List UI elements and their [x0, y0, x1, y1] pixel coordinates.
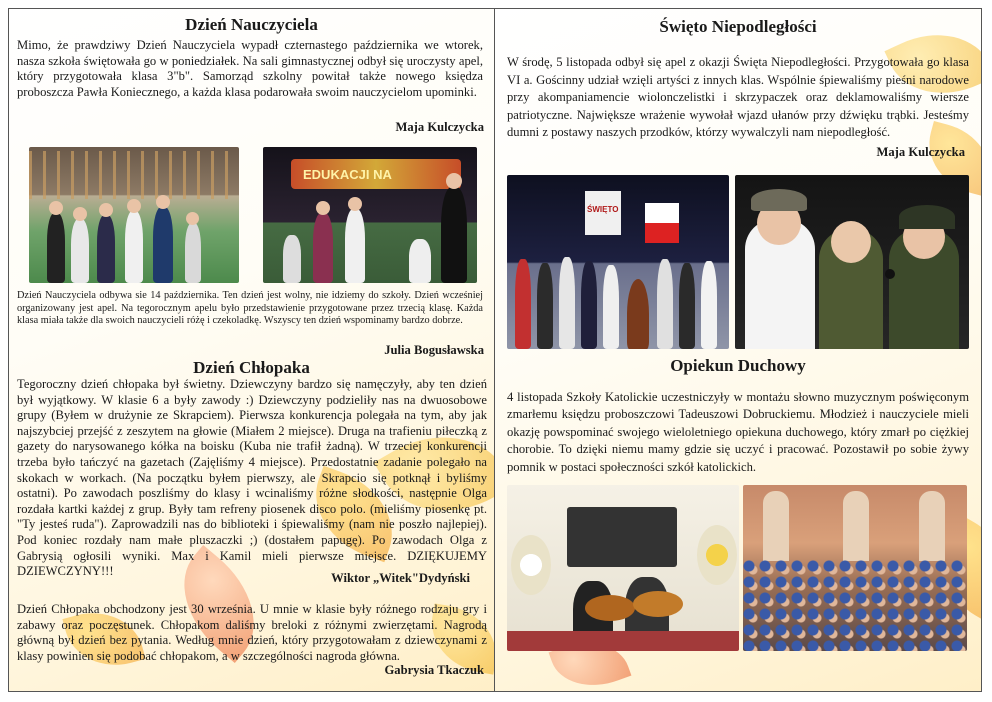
teacher-day-author: Maja Kulczycka: [395, 120, 484, 134]
teacher-day-photo-stage: [263, 147, 477, 283]
church-window: [919, 491, 945, 561]
stage-sign-text: ŚWIĘTO: [587, 205, 619, 214]
priest-figure: [441, 187, 467, 283]
boy-day-text-2: Dzień Chłopaka obchodzony jest 30 września. U mnie w klasie były różnego rodzaju gry i zabawy oraz poczęstunek. Chłopakom daliśmy breloki z różnymi zwierzętami. Nagrodą główną był dzień bez pytania. Według mnie dzień, który przygotowałam z dziewczynami z klasy powinien się podobać chłopakom, a w szczególności nagroda główna.: [17, 602, 487, 663]
boy-day-author-2: Gabrysia Tkaczuk: [384, 663, 484, 677]
stage-banner-text: EDUKACJI NA: [303, 167, 392, 182]
national-flag: [645, 203, 679, 243]
independence-photo-singers: [735, 175, 969, 349]
cello: [627, 279, 649, 349]
guitar-icon: [585, 595, 635, 621]
carpet: [507, 631, 739, 651]
independence-text: W środę, 5 listopada odbył się apel z okazji Święta Niepodległości. Przygotowała go klasa VI a. Gościnny udział wzięli artyści z innych klas. Wspólnie śpiewaliśmy pieśni narodowe przy akompaniamencie wiolonczelistki i skrzypaczek oraz deklamowaliśmy wiersze patriotyczne. Największe wrażenie wywołał wjazd ułanów przy dźwięku trąbki. Jesteśmy dumni z postawy naszych przodków, którzy wywalczyli nam niepodległość.: [507, 55, 969, 140]
boy-day-title: Dzień Chłopaka: [193, 358, 310, 377]
church-window: [763, 491, 789, 561]
audience-crowd: [743, 560, 967, 651]
boy-day-author: Wiktor „Witek"Dydyński: [331, 571, 470, 585]
microphone-icon: [885, 269, 895, 279]
boy-day-text: Tegoroczny dzień chłopaka był świetny. Dziewczyny bardzo się namęczyły, aby ten dzień był wyjątkowy. W klasie 6 a były zawody :) Dziewczyny podzieliły nas na dwuosobowe grupy (Byłem w drużynie ze Skrapciem). Pierwsza konkurencja polegała na tym, aby jak najszybciej przejść z zeszytem na głowie (Miałem 2 miejsce). Druga na trafieniu piłeczką z gazety do narysowanego kółka na boisku (Kuba nie trafił żadną). W trzeciej konkurencji trzeba było tańczyć na gazetach (Zajęliśmy 4 miejsce). Przedostatnie zadanie polegało na skokach w workach. (Na początku byłem pierwszy, ale Skrapcio się potknął i byliśmy ostatni). Po zawodach poszliśmy do klasy i wcinaliśmy różne słodkości, następnie Olga rozdała kartki każdej z grup. Były tam refreny piosenek disco polo. (mieliśmy piosenkę pt. "Ty jesteś ruda"). Zaprowadzili nas do biblioteki i śpiewaliśmy (nam nie poszło najlepiej). Pod koniec rozdały nam małe pluszaczki ;) (dostałem papugę). Po zawodach Olga z Gabrysią ogłosili wyniki. Max i Kamil mieli pierwsze miejsce. DZIĘKUJEMY DZIEWCZYNY!!!: [17, 377, 487, 579]
newsletter-spread: [8, 8, 982, 692]
church-window: [843, 491, 869, 561]
guardian-photo-concert: [507, 485, 739, 651]
helmet: [899, 205, 955, 229]
teacher-day-text: Mimo, że prawdziwy Dzień Nauczyciela wypadł czternastego października we wtorek, nasza szkoła świętowała go w poniedziałek. Na sali gimnastycznej odbył się uroczysty apel, który przygotowała klasa 3"b". Samorząd szkolny powitał także nowego księdza proboszcza Pawła Koniecznego, a każda klasa podarowała swoim nauczycielom upominki.: [17, 38, 483, 99]
teacher-day-note: Dzień Nauczyciela odbywa sie 14 października. Ten dzień jest wolny, nie idziemy do szkoły. Dzień wcześniej organizowany jest apel. Na tegorocznym apelu było przedstawienie przygotowane przez trzecią klasę. Każda klasa miała także dla swoich nauczycieli różę i czekoladkę. Wszyscy ten dzień wspominamy bardzo dobrze.: [17, 290, 483, 327]
portrait-frame: [567, 507, 677, 567]
flowers: [697, 525, 737, 585]
guardian-title: Opiekun Duchowy: [670, 356, 806, 375]
independence-author: Maja Kulczycka: [876, 145, 965, 159]
left-page: [8, 8, 495, 692]
guitar-icon: [633, 591, 683, 617]
guardian-photo-audience: [743, 485, 967, 651]
guardian-text: 4 listopada Szkoły Katolickie uczestniczyły w montażu słowno muzycznym poświęconym zmarłemu księdzu proboszczowi Tadeuszowi Dobruckiemu. Młodzież i nauczyciele mieli okazję powspominać swojego wieloletniego opiekuna duchowego, który zmarł po ciężkiej chorobie. To dzięki niemu mamy gdzie się uczyć i pracować. Pozostawił po sobie żywy pomnik w postaci społeczności szkół katolickich.: [507, 390, 969, 474]
teacher-day-note-author: Julia Bogusławska: [384, 343, 484, 357]
wall-bars: [29, 151, 239, 199]
flowers: [511, 535, 551, 595]
independence-photo-hall: [507, 175, 729, 349]
independence-title: Święto Niepodległości: [659, 17, 817, 36]
cap: [751, 189, 807, 211]
teacher-day-title: Dzień Nauczyciela: [185, 15, 318, 34]
teacher-day-photo-gym: [29, 147, 239, 283]
right-page: [495, 8, 982, 692]
